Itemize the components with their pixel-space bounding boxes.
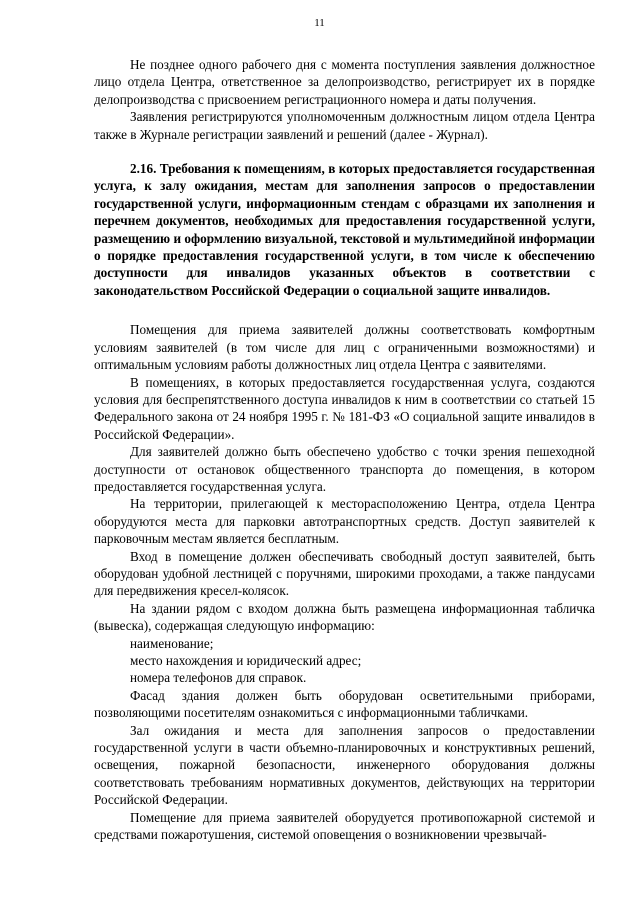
paragraph-registration-deadline: Не позднее одного рабочего дня с момента поступления заявления должностное лицо отдела Центра, ответственное за делопроизводство, регистрирует их в порядке делопроизводства с присвоением регистрационного номера и даты получения. (94, 57, 595, 107)
paragraph-disabled-access: В помещениях, в которых предоставляется государственная услуга, создаются условия для беспрепятственного доступа инвалидов к ним в соответствии со статьей 15 Федерального закона от 24 ноября 1995 г. № 181-ФЗ «О социальной защите инвалидов в Российской Федерации». (94, 374, 595, 442)
paragraph-entrance: Вход в помещение должен обеспечивать свободный доступ заявителей, быть оборудован удобной лестницей с поручнями, широкими проходами, а также пандусами для передвижения кресел-колясок. (94, 548, 595, 599)
paragraph-pedestrian-access: Для заявителей должно быть обеспечено удобство с точки зрения пешеходной доступности от остановок общественного транспорта до помещения, в котором предоставляется государственная услуга. (94, 444, 595, 494)
paragraph-facade-lighting: Фасад здания должен быть оборудован осветительными приборами, позволяющими посетителям ознакомиться с информационными табличками. (94, 687, 595, 721)
page-body (94, 56, 595, 843)
paragraph-signboard: На здании рядом с входом должна быть размещена информационная табличка (вывеска), содержащая следующую информацию: (94, 600, 595, 634)
list-item-address: место нахождения и юридический адрес; (130, 653, 362, 668)
paragraph-journal-registration: Заявления регистрируются уполномоченным должностным лицом отдела Центра также в Журнале регистрации заявлений и решений (далее - Журнал). (94, 109, 595, 142)
paragraph-fire-safety: Помещение для приема заявителей оборудуется противопожарной системой и средствами пожаротушения, системой оповещения о возникновении чрезвычай- (94, 809, 595, 843)
paragraph-premises-comfort: Помещения для приема заявителей должны соответствовать комфортным условиям заявителей (в том числе для лиц с ограниченными возможностями) и оптимальным условиям работы должностных лиц отдела Центра с заявителями. (94, 322, 595, 373)
paragraph-waiting-hall: Зал ожидания и места для заполнения запросов о предоставлении государственной услуги в части объемно-планировочных и конструктивных решений, освещения, пожарной безопасности, инженерного оборудования должны соответствовать требованиям нормативных документов, действующих на территории Российской Федерации. (94, 722, 595, 808)
list-item-name: наименование; (130, 635, 214, 651)
page-number: 11 (314, 17, 325, 29)
section-heading-2-16: 2.16. Требования к помещениям, в которых предоставляется государственная услуга, к залу ожидания, местам для заполнения запросов о предоставлении государственной услуги, информационным стендам с образцами их заполнения и перечнем документов, необходимых для предоставления государственной услуги, размещению и оформлению визуальной, текстовой и мультимедийной информации о порядке предоставления государственной услуги, в том числе к обеспечению доступности для инвалидов указанных объектов в соответствии с законодательством Российской Федерации о социальной защите инвалидов. (94, 161, 595, 298)
list-item-phones: номера телефонов для справок. (130, 670, 307, 686)
paragraph-parking: На территории, прилегающей к месторасположению Центра, отдела Центра оборудуются места для парковки автотранспортных средств. Доступ заявителей к парковочным местам является бесплатным. (94, 496, 595, 547)
